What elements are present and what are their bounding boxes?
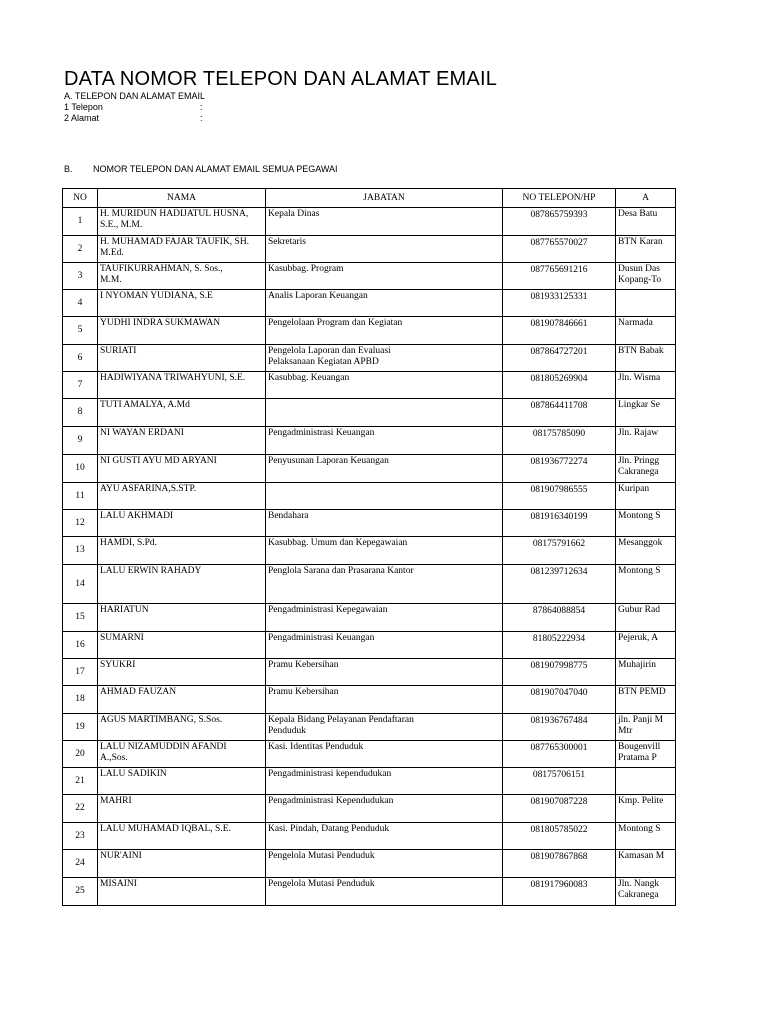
cell-telepon: 081907998775 <box>503 659 616 686</box>
table-row <box>63 455 676 483</box>
cell-telepon: 087765691216 <box>503 263 616 290</box>
cell-no: 6 <box>63 345 98 372</box>
cell-no: 4 <box>63 290 98 317</box>
table-row <box>63 510 676 537</box>
table-row <box>63 741 676 768</box>
header-jabatan: JABATAN <box>266 189 503 208</box>
cell-jabatan: Penglola Sarana dan Prasarana Kantor <box>266 565 503 604</box>
cell-alamat: Dusun Das Kopang-To <box>616 263 676 290</box>
cell-nama: SYUKRI <box>98 659 266 686</box>
table-row <box>63 878 676 906</box>
cell-alamat <box>616 768 676 795</box>
cell-nama: H. MURIDUN HADIJATUL HUSNA, S.E., M.M. <box>98 208 266 236</box>
cell-nama: LALU ERWIN RAHADY <box>98 565 266 604</box>
cell-jabatan <box>266 483 503 510</box>
cell-nama: AYU ASFARINA,S.STP. <box>98 483 266 510</box>
cell-alamat: Kuripan <box>616 483 676 510</box>
cell-alamat: jln. Panji M Mtr <box>616 714 676 741</box>
cell-alamat <box>616 290 676 317</box>
cell-alamat: Muhajirin <box>616 659 676 686</box>
cell-jabatan: Penyusunan Laporan Keuangan <box>266 455 503 483</box>
cell-telepon: 081805785022 <box>503 823 616 850</box>
cell-alamat: Montong S <box>616 565 676 604</box>
table-row <box>63 686 676 714</box>
cell-no: 14 <box>63 565 98 604</box>
cell-nama: H. MUHAMAD FAJAR TAUFIK, SH. M.Ed. <box>98 236 266 263</box>
cell-alamat: Lingkar Se <box>616 399 676 427</box>
table-row <box>63 263 676 290</box>
table-row <box>63 823 676 850</box>
cell-alamat: Mesanggok <box>616 537 676 565</box>
table-row <box>63 483 676 510</box>
cell-no: 5 <box>63 317 98 345</box>
employee-contact-table <box>62 188 676 906</box>
cell-nama: AHMAD FAUZAN <box>98 686 266 714</box>
cell-telepon: 087765570027 <box>503 236 616 263</box>
cell-telepon: 081907867868 <box>503 850 616 878</box>
cell-nama: YUDHI INDRA SUKMAWAN <box>98 317 266 345</box>
cell-jabatan: Analis Laporan Keuangan <box>266 290 503 317</box>
cell-telepon: 087865759393 <box>503 208 616 236</box>
section-a-telepon-label: 1 Telepon <box>64 102 103 112</box>
section-b-heading: NOMOR TELEPON DAN ALAMAT EMAIL SEMUA PEGAWAI <box>93 164 338 174</box>
table-row <box>63 565 676 604</box>
cell-alamat: Pejeruk, A <box>616 632 676 659</box>
cell-no: 16 <box>63 632 98 659</box>
cell-jabatan: Sekretaris <box>266 236 503 263</box>
cell-jabatan: Pengelolaan Program dan Kegiatan <box>266 317 503 345</box>
cell-telepon: 87864088854 <box>503 604 616 632</box>
cell-telepon: 087765300001 <box>503 741 616 768</box>
cell-no: 20 <box>63 741 98 768</box>
cell-no: 17 <box>63 659 98 686</box>
cell-telepon: 08175785090 <box>503 427 616 455</box>
cell-no: 10 <box>63 455 98 483</box>
cell-nama: LALU NIZAMUDDIN AFANDI A.,Sos. <box>98 741 266 768</box>
cell-alamat: Bougenvill Pratama P <box>616 741 676 768</box>
cell-nama: LALU AKHMADI <box>98 510 266 537</box>
cell-jabatan: Kasubbag. Keuangan <box>266 372 503 399</box>
cell-telepon: 081239712634 <box>503 565 616 604</box>
cell-no: 3 <box>63 263 98 290</box>
table-row <box>63 290 676 317</box>
cell-jabatan: Pengelola Mutasi Penduduk <box>266 850 503 878</box>
table-row <box>63 632 676 659</box>
cell-no: 2 <box>63 236 98 263</box>
table-row <box>63 850 676 878</box>
cell-telepon: 087864727201 <box>503 345 616 372</box>
cell-nama: TUTI AMALYA, A.Md <box>98 399 266 427</box>
cell-no: 7 <box>63 372 98 399</box>
cell-jabatan: Pengadministrasi Kepegawaian <box>266 604 503 632</box>
cell-jabatan: Pengadministrasi Keuangan <box>266 427 503 455</box>
cell-no: 25 <box>63 878 98 906</box>
cell-no: 22 <box>63 795 98 823</box>
header-telepon: NO TELEPON/HP <box>503 189 616 208</box>
table-row <box>63 399 676 427</box>
table-row <box>63 659 676 686</box>
cell-alamat: Montong S <box>616 823 676 850</box>
table-row <box>63 768 676 795</box>
cell-alamat: BTN Karan <box>616 236 676 263</box>
table-row <box>63 714 676 741</box>
cell-nama: MAHRI <box>98 795 266 823</box>
cell-alamat: BTN Babak <box>616 345 676 372</box>
cell-telepon: 08175706151 <box>503 768 616 795</box>
table-row <box>63 795 676 823</box>
cell-jabatan: Kepala Bidang Pelayanan Pendaftaran Penduduk <box>266 714 503 741</box>
cell-nama: HADIWIYANA TRIWAHYUNI, S.E. <box>98 372 266 399</box>
cell-alamat: Jln. Nangk Cakranega <box>616 878 676 906</box>
cell-jabatan: Pengadministrasi Kependudukan <box>266 795 503 823</box>
cell-telepon: 081907846661 <box>503 317 616 345</box>
cell-nama: HARIATUN <box>98 604 266 632</box>
table-row <box>63 317 676 345</box>
cell-nama: TAUFIKURRAHMAN, S. Sos., M.M. <box>98 263 266 290</box>
cell-jabatan: Pramu Kebersihan <box>266 659 503 686</box>
table-header-row <box>63 189 676 208</box>
cell-nama: LALU MUHAMAD IQBAL, S.E. <box>98 823 266 850</box>
cell-jabatan: Kasubbag. Umum dan Kepegawaian <box>266 537 503 565</box>
table-row <box>63 427 676 455</box>
cell-telepon: 081907047040 <box>503 686 616 714</box>
cell-no: 9 <box>63 427 98 455</box>
cell-jabatan: Kasubbag. Program <box>266 263 503 290</box>
cell-nama: SUMARNI <box>98 632 266 659</box>
cell-alamat: Jln. Pringg Cakranega <box>616 455 676 483</box>
section-a-telepon-colon: : <box>200 102 203 112</box>
header-alamat: A <box>616 189 676 208</box>
cell-alamat: Jln. Wisma <box>616 372 676 399</box>
table-row <box>63 236 676 263</box>
cell-telepon: 081936772274 <box>503 455 616 483</box>
cell-nama: I NYOMAN YUDIANA, S.E <box>98 290 266 317</box>
cell-nama: NI GUSTI AYU MD ARYANI <box>98 455 266 483</box>
cell-alamat: Kmp. Pelite <box>616 795 676 823</box>
cell-jabatan: Kasi. Identitas Penduduk <box>266 741 503 768</box>
cell-alamat: Kamasan M <box>616 850 676 878</box>
table-row <box>63 345 676 372</box>
cell-no: 13 <box>63 537 98 565</box>
cell-alamat: Montong S <box>616 510 676 537</box>
cell-telepon: 081805269904 <box>503 372 616 399</box>
cell-telepon: 081907087228 <box>503 795 616 823</box>
header-no: NO <box>63 189 98 208</box>
cell-alamat: Narmada <box>616 317 676 345</box>
cell-telepon: 087864411708 <box>503 399 616 427</box>
cell-nama: MISAINI <box>98 878 266 906</box>
cell-telepon: 081933125331 <box>503 290 616 317</box>
cell-telepon: 08175791662 <box>503 537 616 565</box>
cell-telepon: 081936767484 <box>503 714 616 741</box>
cell-nama: LALU SADIKIN <box>98 768 266 795</box>
section-a-alamat-colon: : <box>200 113 203 123</box>
cell-telepon: 081917960083 <box>503 878 616 906</box>
section-a-alamat-label: 2 Alamat <box>64 113 100 123</box>
cell-nama: SURIATI <box>98 345 266 372</box>
cell-jabatan: Pengelola Mutasi Penduduk <box>266 878 503 906</box>
cell-jabatan: Kasi. Pindah, Datang Penduduk <box>266 823 503 850</box>
cell-nama: HAMDI, S.Pd. <box>98 537 266 565</box>
cell-nama: AGUS MARTIMBANG, S.Sos. <box>98 714 266 741</box>
document-title: DATA NOMOR TELEPON DAN ALAMAT EMAIL <box>64 68 498 90</box>
cell-jabatan: Pramu Kebersihan <box>266 686 503 714</box>
cell-nama: NI WAYAN ERDANI <box>98 427 266 455</box>
cell-alamat: Desa Batu <box>616 208 676 236</box>
table-row <box>63 604 676 632</box>
cell-alamat: BTN PEMD <box>616 686 676 714</box>
cell-alamat: Gubur Rad <box>616 604 676 632</box>
cell-no: 11 <box>63 483 98 510</box>
cell-jabatan: Bendahara <box>266 510 503 537</box>
cell-telepon: 081916340199 <box>503 510 616 537</box>
cell-no: 24 <box>63 850 98 878</box>
cell-jabatan: Kepala Dinas <box>266 208 503 236</box>
cell-telepon: 081907986555 <box>503 483 616 510</box>
cell-no: 19 <box>63 714 98 741</box>
cell-no: 23 <box>63 823 98 850</box>
table-row <box>63 537 676 565</box>
cell-no: 1 <box>63 208 98 236</box>
cell-no: 15 <box>63 604 98 632</box>
cell-no: 21 <box>63 768 98 795</box>
cell-nama: NUR'AINI <box>98 850 266 878</box>
cell-no: 18 <box>63 686 98 714</box>
cell-jabatan: Pengelola Laporan dan Evaluasi Pelaksanaan Kegiatan APBD <box>266 345 503 372</box>
cell-jabatan <box>266 399 503 427</box>
section-a-heading: A. TELEPON DAN ALAMAT EMAIL <box>64 91 206 101</box>
table-row <box>63 208 676 236</box>
cell-telepon: 81805222934 <box>503 632 616 659</box>
table-row <box>63 372 676 399</box>
cell-alamat: Jln. Rajaw <box>616 427 676 455</box>
cell-no: 8 <box>63 399 98 427</box>
section-b-label: B. <box>64 164 73 174</box>
cell-no: 12 <box>63 510 98 537</box>
header-nama: NAMA <box>98 189 266 208</box>
cell-jabatan: Pengadministrasi kependudukan <box>266 768 503 795</box>
cell-jabatan: Pengadministrasi Keuangan <box>266 632 503 659</box>
